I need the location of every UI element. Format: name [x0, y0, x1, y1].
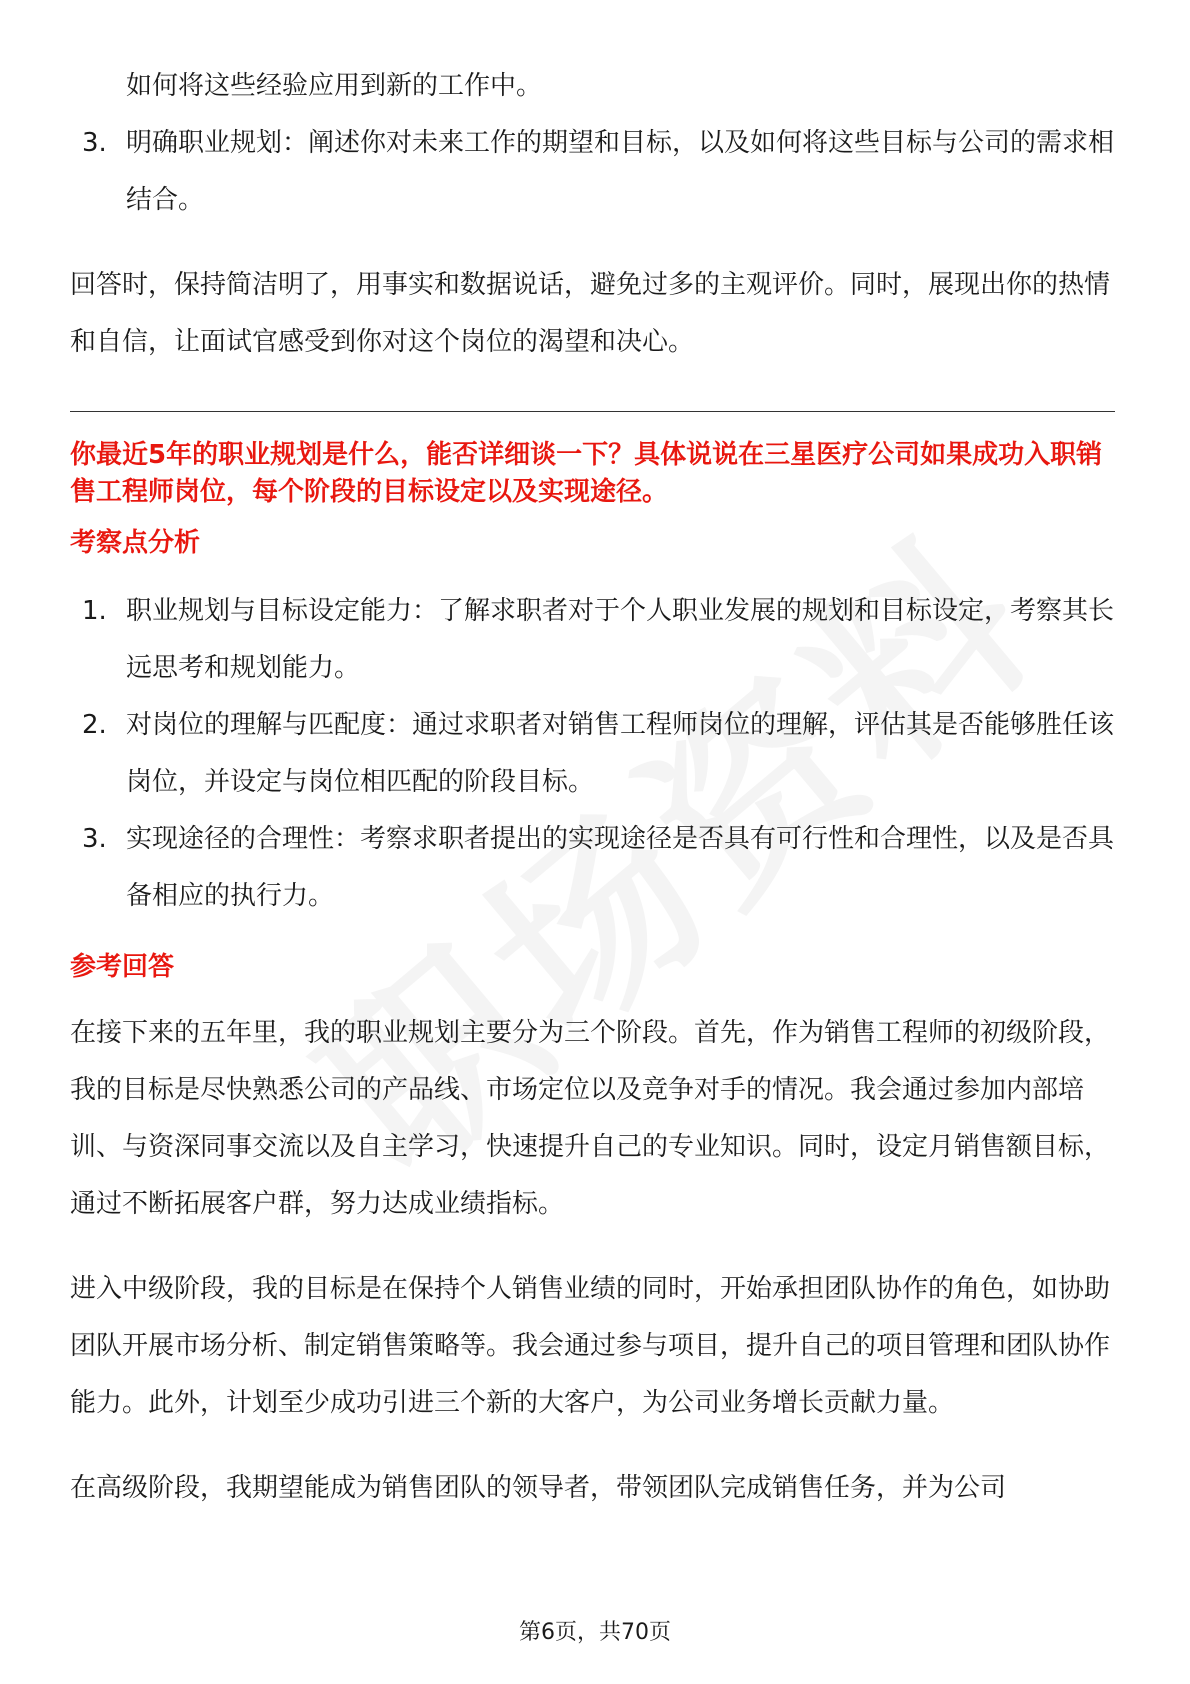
- list-item-text: 对岗位的理解与匹配度：通过求职者对销售工程师岗位的理解，评估其是否能够胜任该岗位，并设定与岗位相匹配的阶段目标。: [126, 710, 1115, 797]
- list-item: [70, 583, 1115, 697]
- intro-list: [70, 115, 1115, 229]
- list-item-text: 实现途径的合理性：考察求职者提出的实现途径是否具有可行性和合理性，以及是否具备相应的执行力。: [126, 824, 1115, 911]
- answer-paragraph: 进入中级阶段，我的目标是在保持个人销售业绩的同时，开始承担团队协作的角色，如协助团队开展市场分析、制定销售策略等。我会通过参与项目，提升自己的项目管理和团队协作能力。此外，计划至少成功引进三个新的大客户，为公司业务增长贡献力量。: [70, 1274, 1111, 1418]
- answer-paragraph: 在接下来的五年里，我的职业规划主要分为三个阶段。首先，作为销售工程师的初级阶段，我的目标是尽快熟悉公司的产品线、市场定位以及竞争对手的情况。我会通过参加内部培训、与资深同事交流以及自主学习，快速提升自己的专业知识。同时，设定月销售额目标，通过不断拓展客户群，努力达成业绩指标。: [70, 1018, 1111, 1219]
- analysis-list: [70, 583, 1115, 925]
- list-item: [70, 115, 1115, 229]
- list-item-continuation: 如何将这些经验应用到新的工作中。: [126, 71, 543, 101]
- answer-heading: 参考回答: [70, 952, 175, 982]
- section-divider: [70, 411, 1115, 412]
- list-item: [70, 697, 1115, 811]
- analysis-heading: 考察点分析: [70, 528, 201, 558]
- list-item: [70, 811, 1115, 925]
- list-number: 1.: [82, 596, 107, 626]
- list-number: 2.: [82, 710, 107, 740]
- list-number: 3.: [82, 824, 107, 854]
- page-number: 第6页，共70页: [519, 1620, 671, 1645]
- answer-paragraph: 在高级阶段，我期望能成为销售团队的领导者，带领团队完成销售任务，并为公司: [70, 1473, 1007, 1503]
- list-item-text: 明确职业规划：阐述你对未来工作的期望和目标，以及如何将这些目标与公司的需求相结合。: [126, 128, 1115, 215]
- closing-paragraph: 回答时，保持简洁明了，用事实和数据说话，避免过多的主观评价。同时，展现出你的热情和自信，让面试官感受到你对这个岗位的渴望和决心。: [70, 270, 1111, 357]
- interview-question: 你最近5年的职业规划是什么，能否详细谈一下？具体说说在三星医疗公司如果成功入职销售工程师岗位，每个阶段的目标设定以及实现途径。: [70, 440, 1103, 507]
- content-area: [70, 58, 1115, 1517]
- list-number: 3.: [82, 128, 107, 158]
- list-item-text: 职业规划与目标设定能力：了解求职者对于个人职业发展的规划和目标设定，考察其长远思考和规划能力。: [126, 596, 1115, 683]
